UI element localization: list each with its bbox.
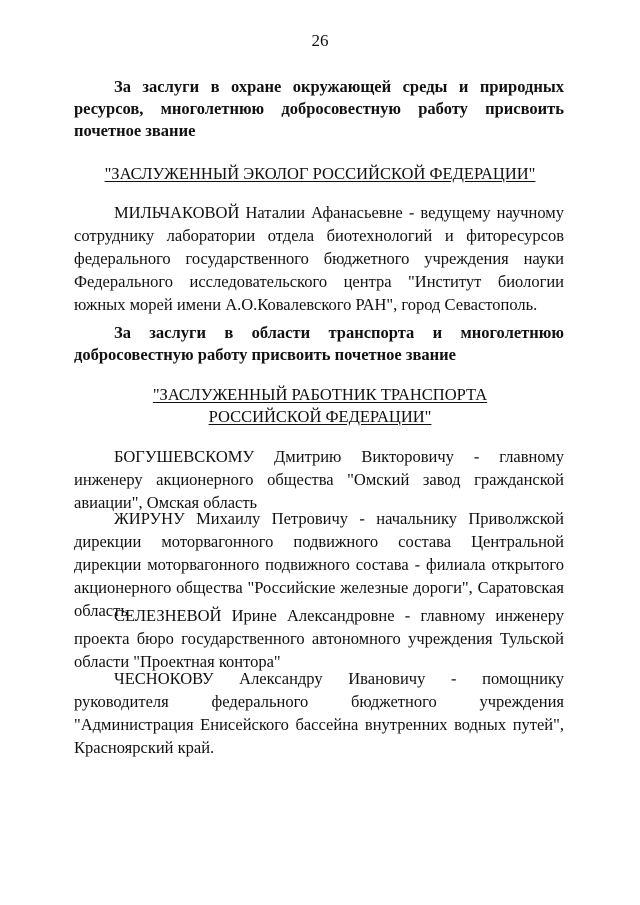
awardee-entry: МИЛЬЧАКОВОЙ Наталии Афанасьевне - ведущему научному сотруднику лаборатории отдела биотехнологий и фиторесурсов федерального государственного бюджетного учреждения науки Федерального исследовательского центра "Институт биологии южных морей имени А.О.Ковалевского РАН", город Севастополь. [74,203,564,314]
awardee-entry: СЕЛЕЗНЕВОЙ Ирине Александровне - главному инженеру проекта бюро государственного автономного учреждения Тульской области "Проектная контора" [74,606,564,671]
award-intro-transport: За заслуги в области транспорта и многолетнюю добросовестную работу присвоить почетное звание [74,323,564,364]
awardee-entry: БОГУШЕВСКОМУ Дмитрию Викторовичу - главному инженеру акционерного общества "Омский завод гражданской авиации", Омская область [74,447,564,512]
award-title-transport [0,384,640,428]
award-title-ecology [0,163,640,185]
award-title-line: "ЗАСЛУЖЕННЫЙ ЭКОЛОГ РОССИЙСКОЙ ФЕДЕРАЦИИ" [104,164,536,183]
award-title-line: "ЗАСЛУЖЕННЫЙ РАБОТНИК ТРАНСПОРТА [152,385,488,404]
awardee-entry: ЖИРУНУ Михаилу Петровичу - начальнику Приволжской дирекции моторвагонного подвижного состава Центральной дирекции моторвагонного подвижного состава - филиала открытого акционерного общества "Российские железные дороги", Саратовская область [74,509,564,620]
page-number: 26 [311,31,329,50]
award-title-line: РОССИЙСКОЙ ФЕДЕРАЦИИ" [208,407,432,426]
awardee-entry: ЧЕСНОКОВУ Александру Ивановичу - помощнику руководителя федерального бюджетного учреждения "Администрация Енисейского бассейна внутренних водных путей", Красноярский край. [74,669,564,757]
award-intro-ecology: За заслуги в охране окружающей среды и природных ресурсов, многолетнюю добросовестную работу присвоить почетное звание [74,77,564,140]
